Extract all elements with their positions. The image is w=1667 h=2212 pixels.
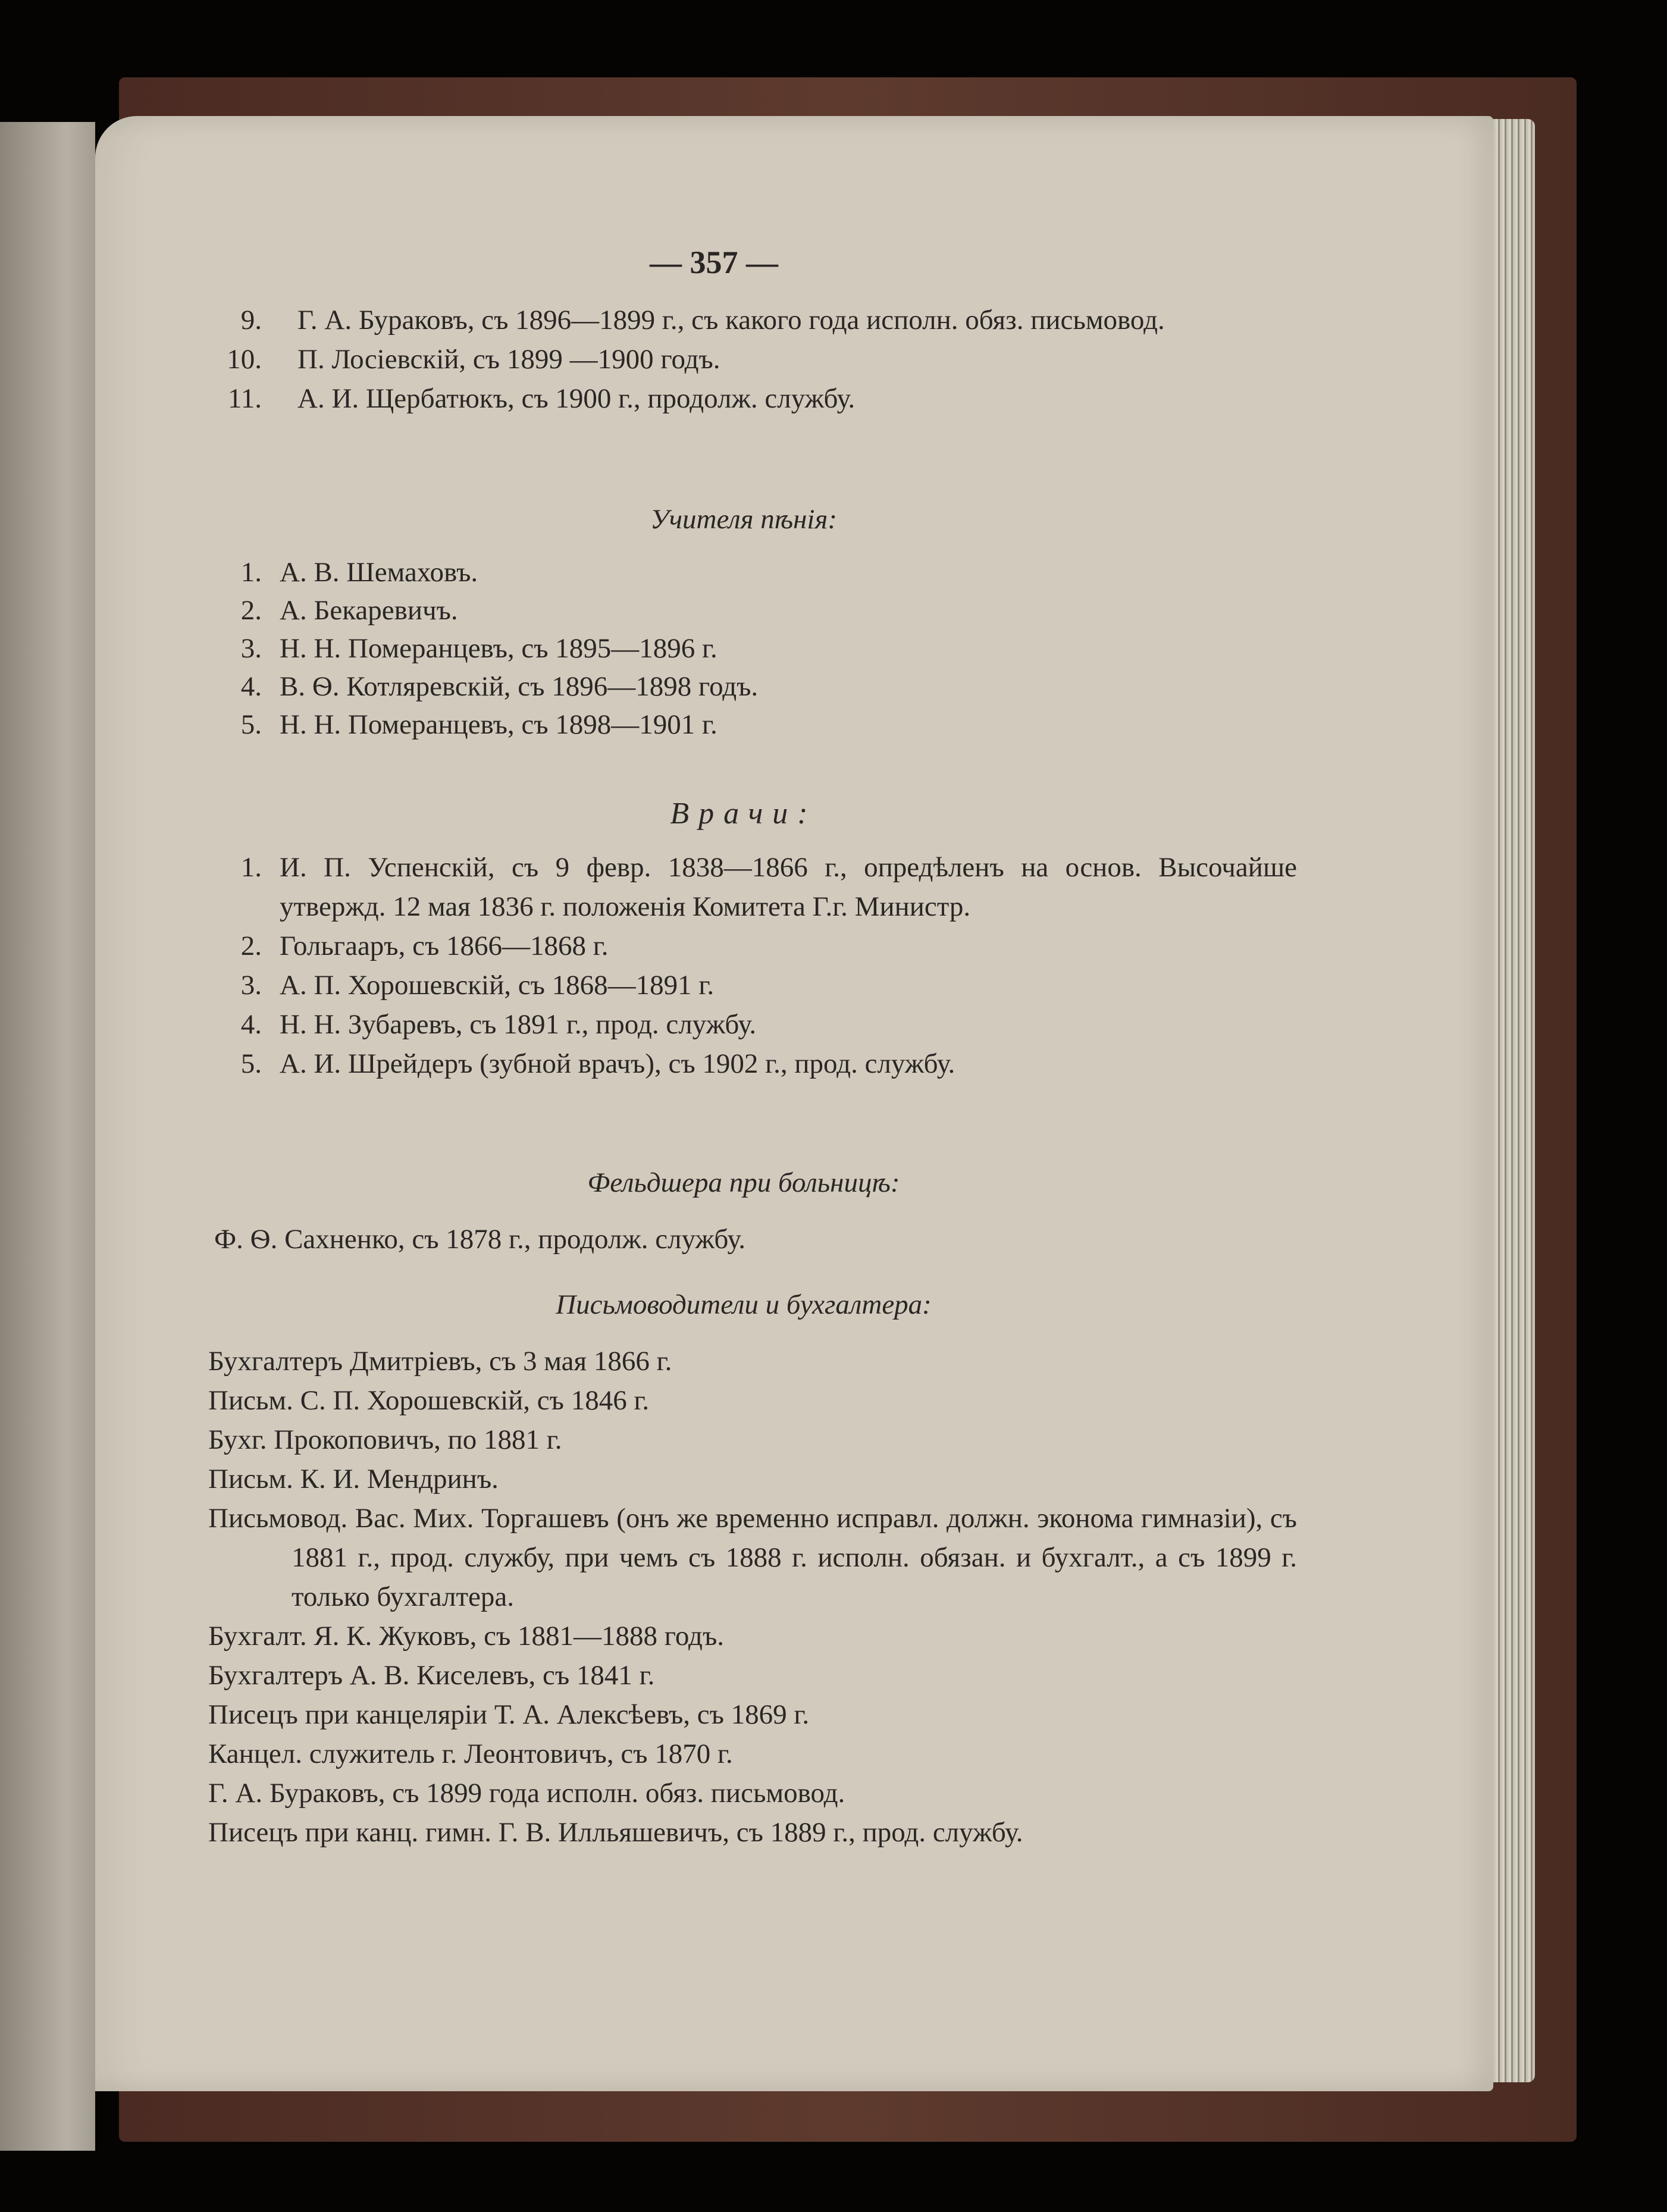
list-item: Писецъ при канцеляріи Т. А. Алексѣевъ, съ 1869 г.: [208, 1699, 810, 1730]
doctors-heading: Врачи:: [670, 797, 817, 831]
clerks-list: [208, 1342, 1297, 1852]
item-number: 2.: [240, 930, 262, 961]
item-number: 3.: [240, 633, 262, 664]
list-item: Бухгалтеръ А. В. Киселевъ, съ 1841 г.: [208, 1660, 655, 1691]
item-number: 5.: [240, 709, 262, 740]
item-text: А. В. Шемаховъ.: [280, 557, 478, 588]
page-number: — 357 —: [650, 245, 778, 280]
item-number: 11.: [227, 383, 262, 414]
item-number: 3.: [240, 970, 262, 1001]
item-number: 10.: [227, 344, 262, 375]
list-item: [226, 926, 1297, 966]
list-item: Письм. С. П. Хорошевскій, съ 1846 г.: [208, 1385, 650, 1416]
clerks-heading: Письмоводители и бухгалтера:: [556, 1289, 932, 1320]
item-text: А. И. Шрейдеръ (зубной врачъ), съ 1902 г., прод. службу.: [280, 1048, 955, 1079]
list-item: [226, 848, 1297, 926]
list-item: [226, 300, 1297, 340]
list-item: Бухг. Прокоповичъ, по 1881 г.: [208, 1424, 562, 1455]
list-item: [226, 340, 1297, 379]
item-number: 4.: [240, 671, 262, 702]
item-text: Гольгааръ, съ 1866—1868 г.: [280, 930, 609, 961]
top-list: [226, 300, 1297, 418]
list-item: Г. А. Бураковъ, съ 1899 года исполн. обяз. письмовод.: [208, 1778, 845, 1809]
item-number: 5.: [240, 1048, 262, 1079]
item-text: Н. Н. Зубаревъ, съ 1891 г., прод. службу.: [280, 1009, 757, 1040]
list-item: [226, 629, 1297, 668]
feldsher-line: Ф. Ѳ. Сахненко, съ 1878 г., продолж. службу.: [214, 1224, 746, 1255]
list-item: [226, 553, 1297, 591]
item-text: И. П. Успенскій, съ 9 февр. 1838—1866 г., опредѣленъ на основ. Высочайше утвержд. 12 мая 1836 г. положенія Комитета Г.г. Министр.: [280, 852, 1297, 922]
list-item: Письм. К. И. Мендринъ.: [208, 1464, 499, 1494]
left-page-edge: [0, 122, 95, 2151]
list-item: [226, 1005, 1297, 1044]
list-item: Бухгалт. Я. К. Жуковъ, съ 1881—1888 годъ.: [208, 1621, 724, 1652]
list-item: Канцел. служитель г. Леонтовичъ, съ 1870 г.: [208, 1738, 733, 1769]
item-text: Н. Н. Померанцевъ, съ 1895—1896 г.: [280, 633, 717, 664]
singing-list: [226, 553, 1297, 744]
item-number: 9.: [240, 305, 262, 336]
item-text: Н. Н. Померанцевъ, съ 1898—1901 г.: [280, 709, 717, 740]
item-number: 1.: [240, 852, 262, 883]
item-text: Г. А. Бураковъ, съ 1896—1899 г., съ какого года исполн. обяз. письмовод.: [297, 305, 1165, 336]
item-text: В. Ѳ. Котляревскій, съ 1896—1898 годъ.: [280, 671, 759, 702]
item-text: А. П. Хорошевскій, съ 1868—1891 г.: [280, 970, 715, 1001]
list-item: Письмовод. Вас. Мих. Торгашевъ (онъ же временно исправл. должн. эконома гимназіи), съ 1881 г., прод. службу, при чемъ съ 1888 г. исполн. обязан. и бухгалт., а съ 1899 г. только бухгалтера.: [208, 1503, 1297, 1612]
item-number: 4.: [240, 1009, 262, 1040]
list-item: [226, 966, 1297, 1005]
item-text: А. И. Щербатюкъ, съ 1900 г., продолж. службу.: [297, 383, 856, 414]
singing-heading: Учителя пѣнія:: [650, 504, 837, 535]
list-item: [226, 668, 1297, 706]
list-item: [226, 591, 1297, 629]
list-item: Бухгалтеръ Дмитріевъ, съ 3 мая 1866 г.: [208, 1346, 672, 1377]
feldsher-heading: Фельдшера при больницѣ:: [587, 1167, 900, 1198]
item-number: 1.: [240, 557, 262, 588]
list-item: Писецъ при канц. гимн. Г. В. Илльяшевичъ, съ 1889 г., прод. службу.: [208, 1817, 1023, 1848]
doctors-list: [226, 848, 1297, 1083]
list-item: [226, 1044, 1297, 1083]
item-text: А. Бекаревичъ.: [280, 595, 458, 626]
item-number: 2.: [240, 595, 262, 626]
list-item: [226, 379, 1297, 418]
list-item: [226, 706, 1297, 744]
item-text: П. Лосіевскій, съ 1899 —1900 годъ.: [297, 344, 720, 375]
